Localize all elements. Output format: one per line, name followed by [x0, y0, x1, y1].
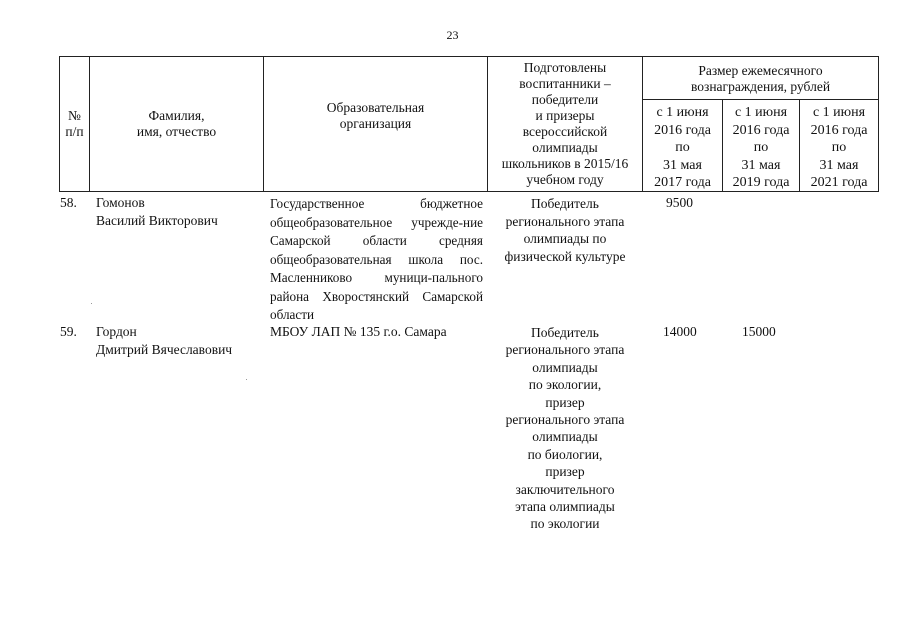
scan-speck — [91, 303, 92, 304]
page-number: 23 — [446, 28, 459, 42]
row-given-name: Дмитрий Вячеславович — [96, 342, 233, 357]
header-period-2019: с 1 июня 2016 года по 31 мая 2019 года — [732, 105, 790, 190]
header-num: № п/п — [65, 108, 84, 139]
header-period-2017: с 1 июня 2016 года по 31 мая 2017 года — [654, 105, 711, 190]
row-achievement: Победитель регионального этапа олимпиады по экологии, призер регионального этапа олимпиады по биологии, призер заключительного этапа олимпиады по экологии — [505, 325, 625, 532]
row-number: 58. — [60, 195, 77, 210]
header-organization: Образовательная организация — [326, 100, 425, 131]
header-period-2021: с 1 июня 2016 года по 31 мая 2021 года — [810, 105, 868, 190]
row-number: 59. — [60, 324, 77, 339]
row-amount-2019: 15000 — [742, 324, 776, 339]
row-organization: МБОУ ЛАП № 135 г.о. Самара — [270, 324, 447, 339]
row-amount-2017: 14000 — [663, 324, 697, 339]
row-achievement: Победитель регионального этапа олимпиады по физической культуре — [504, 196, 626, 264]
scan-speck — [246, 379, 247, 380]
row-surname: Гомонов — [96, 195, 145, 210]
row-given-name: Василий Викторович — [96, 213, 218, 228]
header-prepared: Подготовлены воспитанники – победители и призеры всероссийской олимпиады школьников в 2015/16 учебном году — [501, 60, 629, 187]
header-award-group: Размер ежемесячного вознаграждения, рублей — [690, 63, 831, 94]
header-name: Фамилия, имя, отчество — [136, 108, 217, 139]
row-surname: Гордон — [96, 324, 137, 339]
row-organization: Государственное бюджетное общеобразовательное учрежде-ние Самарской области средняя общеобразовательная школа пос. Масленниково муници-пального района Хворостянский Самарской области — [270, 196, 483, 322]
row-amount-2017: 9500 — [666, 195, 693, 210]
